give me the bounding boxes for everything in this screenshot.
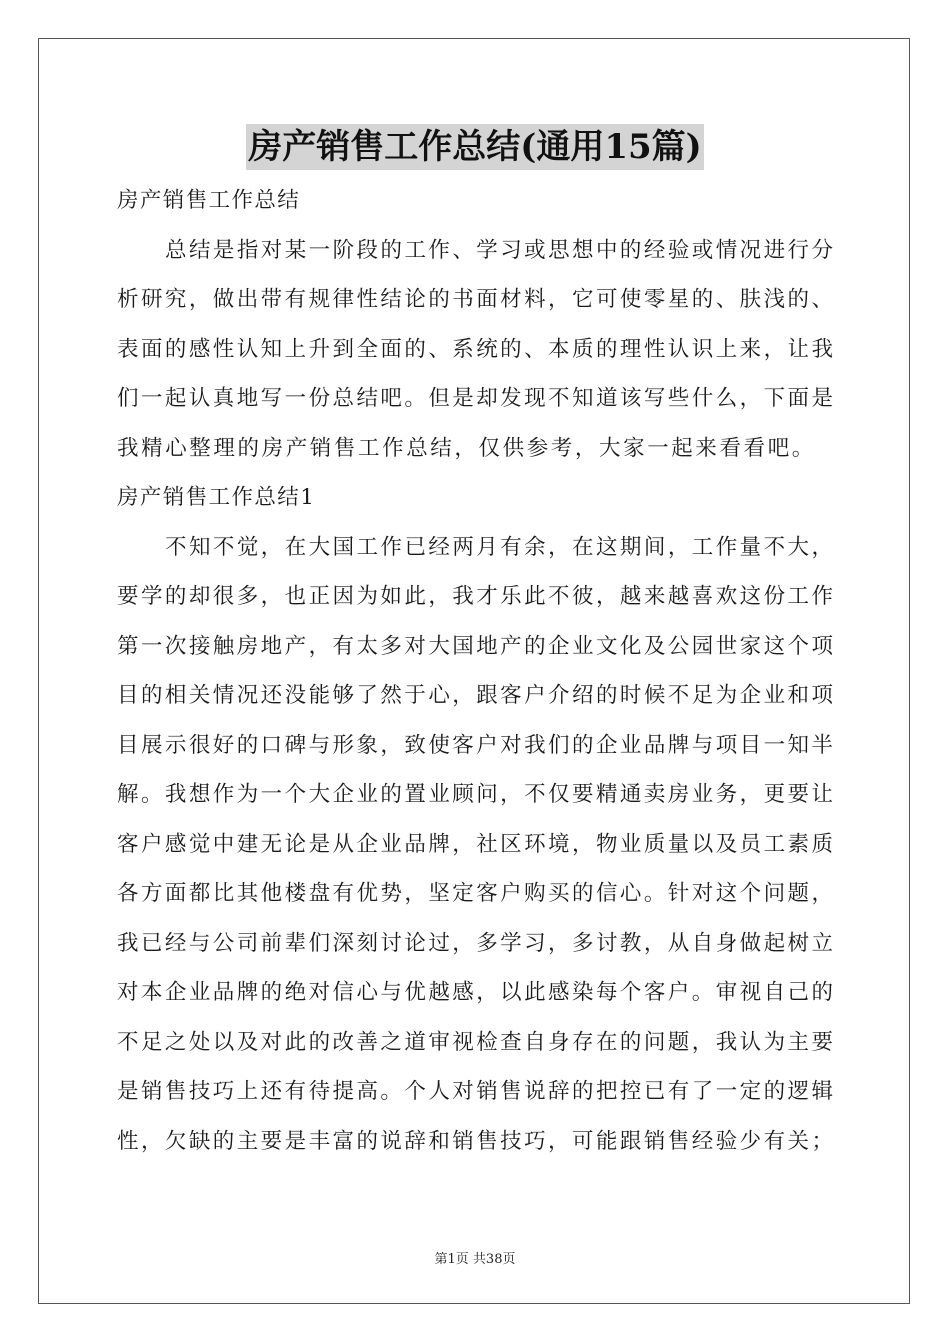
paragraph-line: 解。我想作为一个大企业的置业顾问，不仅要精通卖房业务，更要让 xyxy=(117,782,833,807)
section-heading: 房产销售工作总结 xyxy=(117,188,301,213)
paragraph-line: 不足之处以及对此的改善之道审视检查自身存在的问题，我认为主要 xyxy=(117,1029,833,1055)
paragraph-line: 性，欠缺的主要是丰富的说辞和销售技巧，可能跟销售经验少有关； xyxy=(117,1128,833,1154)
paragraph-line: 各方面都比其他楼盘有优势，坚定客户购买的信心。针对这个问题， xyxy=(117,881,833,906)
paragraph-line: 要学的却很多，也正因为如此，我才乐此不彼，越来越喜欢这份工作 xyxy=(117,584,833,609)
paragraph-line: 对本企业品牌的绝对信心与优越感，以此感染每个客户。审视自己的 xyxy=(117,980,833,1005)
paragraph-line: 第一次接触房地产，有太多对大国地产的企业文化及公园世家这个项 xyxy=(117,633,833,659)
document-title: 房产销售工作总结(通用15篇) xyxy=(246,124,704,170)
paragraph-line: 总结是指对某一阶段的工作、学习或思想中的经验或情况进行分 xyxy=(165,237,833,263)
paragraph-line: 是销售技巧上还有待提高。个人对销售说辞的把控已有了一定的逻辑 xyxy=(117,1079,833,1104)
paragraph-line: 客户感觉中建无论是从企业品牌，社区环境，物业质量以及员工素质 xyxy=(117,831,833,857)
page-footer: 第1页 共38页 xyxy=(434,1252,516,1267)
paragraph-line: 表面的感性认知上升到全面的、系统的、本质的理性认识上来，让我 xyxy=(117,336,833,362)
document-body xyxy=(117,176,833,1166)
paragraph-line: 目展示很好的口碑与形象，致使客户对我们的企业品牌与项目一知半 xyxy=(117,732,833,758)
paragraph-line: 们一起认真地写一份总结吧。但是却发现不知道该写些什么，下面是 xyxy=(117,386,833,411)
paragraph-line: 不知不觉，在大国工作已经两月有余，在这期间，工作量不大， xyxy=(165,534,833,560)
section-heading: 房产销售工作总结1 xyxy=(117,485,316,510)
title-container xyxy=(0,124,950,170)
paragraph-line: 我已经与公司前辈们深刻讨论过，多学习，多讨教，从自身做起树立 xyxy=(117,930,833,956)
paragraph-line: 我精心整理的房产销售工作总结，仅供参考，大家一起来看看吧。 xyxy=(117,435,816,461)
paragraph-line: 目的相关情况还没能够了然于心，跟客户介绍的时候不足为企业和项 xyxy=(117,683,833,708)
paragraph-line: 析研究，做出带有规律性结论的书面材料，它可使零星的、肤浅的、 xyxy=(117,287,833,312)
